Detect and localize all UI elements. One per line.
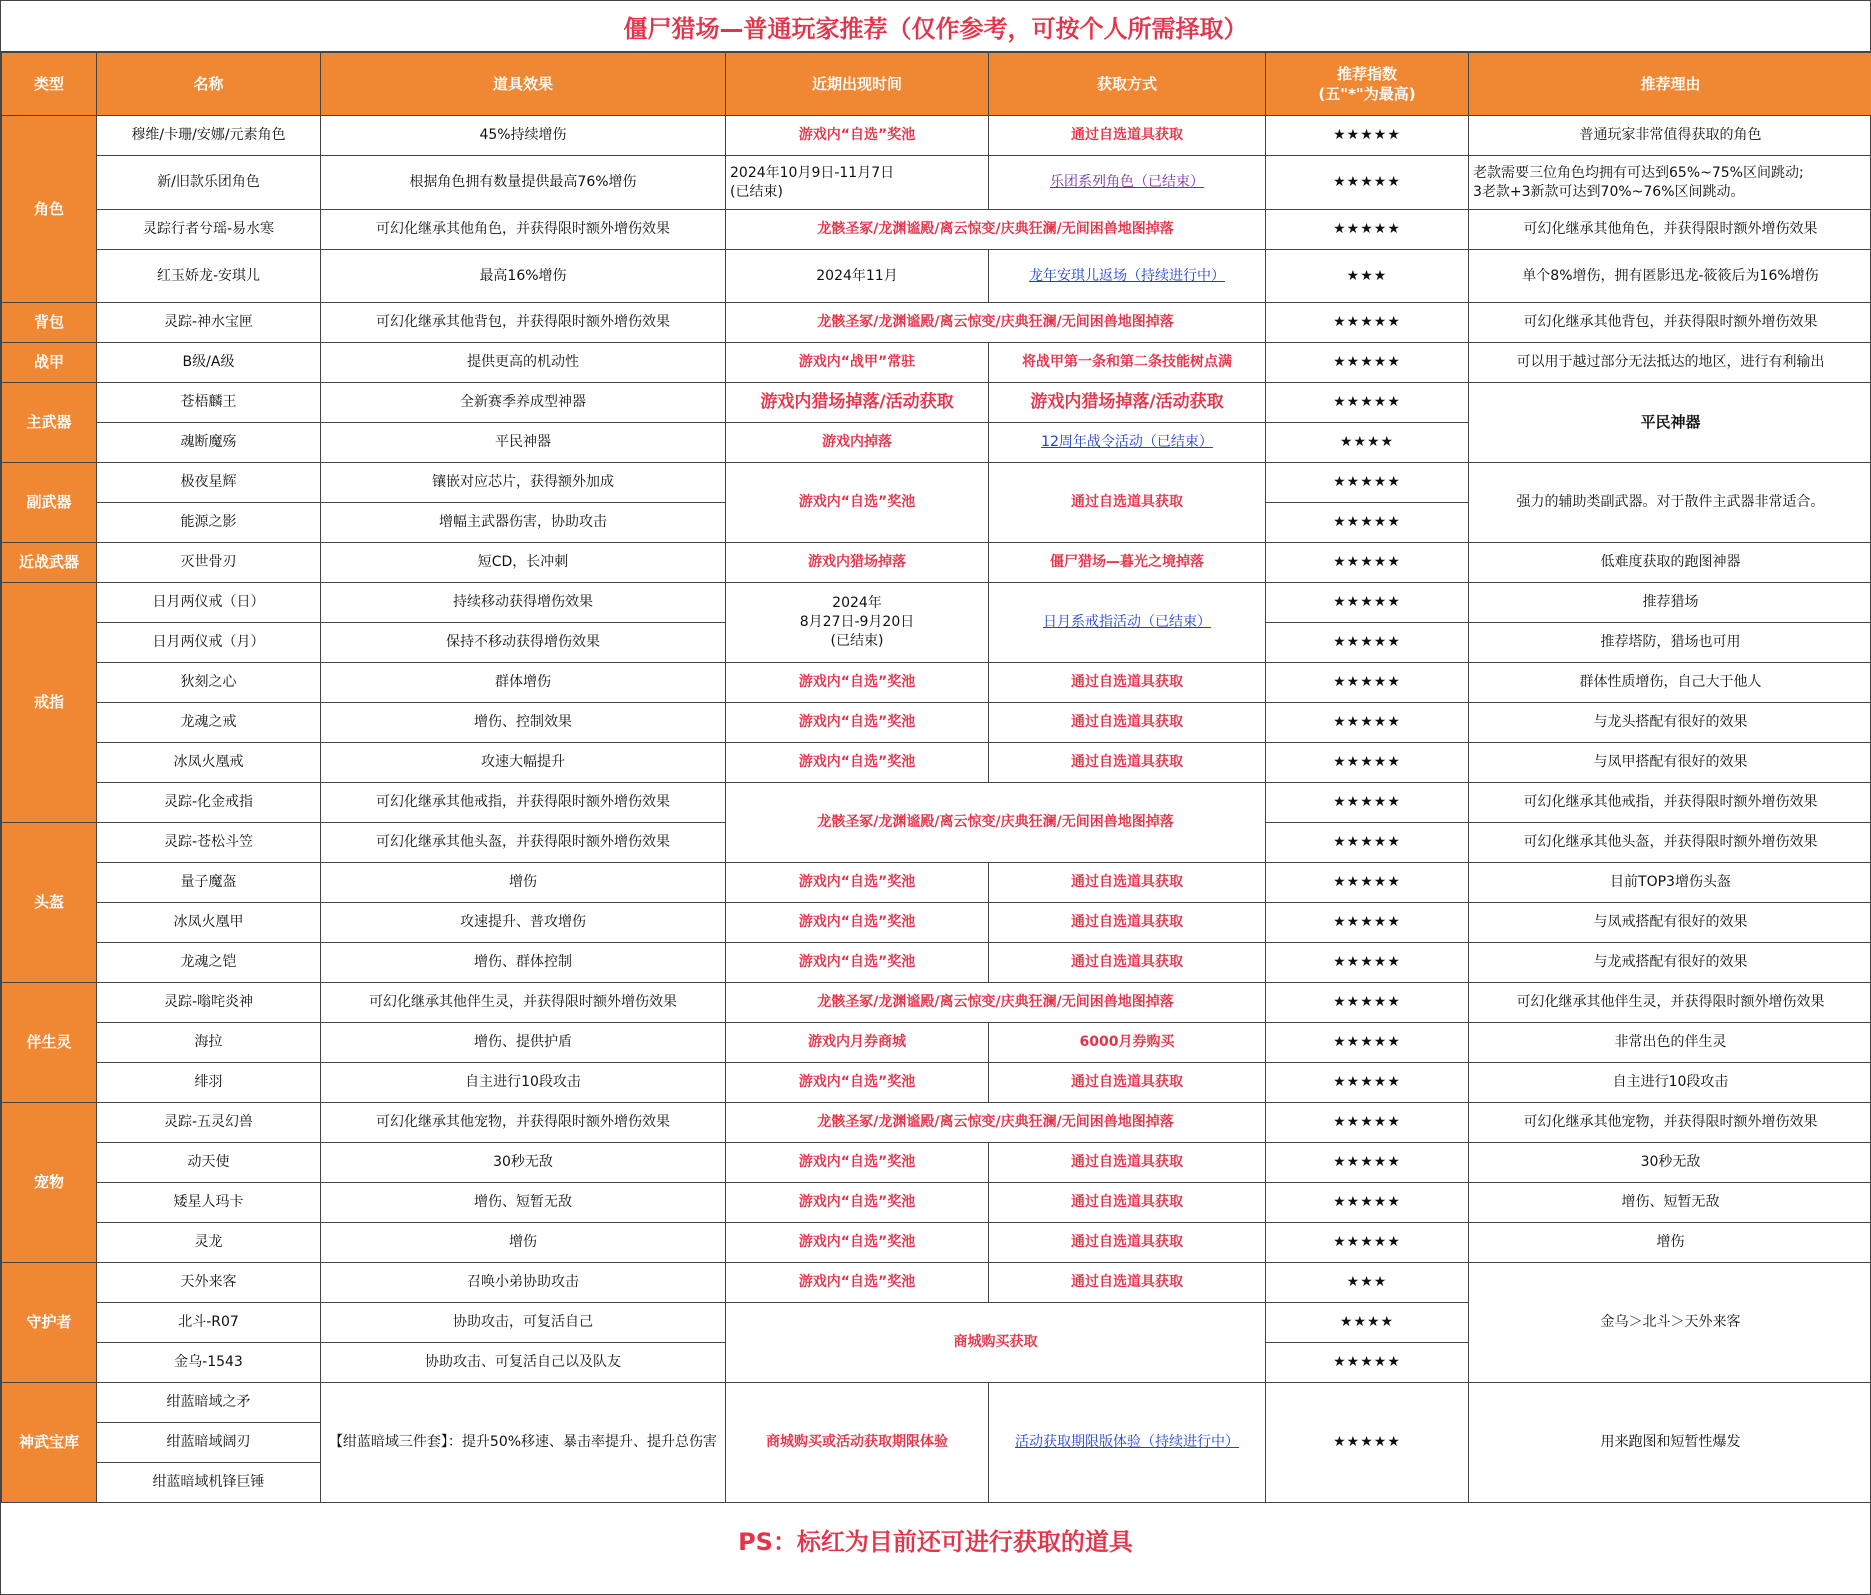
item-name: 北斗-R07 (97, 1303, 321, 1343)
item-effect: 最高16%增伤 (321, 250, 726, 303)
item-effect: 增伤、提供护盾 (321, 1023, 726, 1063)
item-effect: 【绀蓝暗域三件套】：提升50%移速、暴击率提升、提升总伤害 (321, 1383, 726, 1503)
item-recent (726, 583, 989, 663)
table-row (2, 303, 1871, 343)
item-reason: 可幻化继承其他角色，并获得限时额外增伤效果 (1469, 210, 1871, 250)
item-recent: 游戏内“自选”奖池 (726, 1223, 989, 1263)
category-cell: 战甲 (2, 343, 97, 383)
item-source: 通过自选道具获取 (989, 116, 1266, 156)
item-rating: ★★★★★ (1266, 583, 1469, 623)
item-source: 通过自选道具获取 (989, 1143, 1266, 1183)
col-header-source: 获取方式 (989, 53, 1266, 116)
item-source[interactable] (989, 156, 1266, 210)
item-rating: ★★★★★ (1266, 343, 1469, 383)
item-name: 灵龙 (97, 1223, 321, 1263)
item-effect: 攻速大幅提升 (321, 743, 726, 783)
item-recent: 游戏内“自选”奖池 (726, 863, 989, 903)
item-reason: 可幻化继承其他伴生灵，并获得限时额外增伤效果 (1469, 983, 1871, 1023)
table-row (2, 210, 1871, 250)
table-row (2, 1183, 1871, 1223)
item-rating: ★★★★★ (1266, 1223, 1469, 1263)
item-rating: ★★★★★ (1266, 1343, 1469, 1383)
item-reason: 增伤 (1469, 1223, 1871, 1263)
category-cell: 宠物 (2, 1103, 97, 1263)
table-row (2, 116, 1871, 156)
item-effect: 协助攻击、可复活自己以及队友 (321, 1343, 726, 1383)
col-header-reason: 推荐理由 (1469, 53, 1871, 116)
category-cell: 背包 (2, 303, 97, 343)
item-reason: 普通玩家非常值得获取的角色 (1469, 116, 1871, 156)
item-effect: 增伤、群体控制 (321, 943, 726, 983)
item-rating: ★★★★★ (1266, 543, 1469, 583)
item-effect: 增伤 (321, 863, 726, 903)
item-recent: 游戏内“自选”奖池 (726, 116, 989, 156)
item-recent: 游戏内月券商城 (726, 1023, 989, 1063)
category-cell: 近战武器 (2, 543, 97, 583)
item-name: 日月两仪戒（日） (97, 583, 321, 623)
item-source[interactable] (989, 250, 1266, 303)
item-source: 6000月券购买 (989, 1023, 1266, 1063)
item-rating: ★★★★★ (1266, 116, 1469, 156)
item-source: 通过自选道具获取 (989, 743, 1266, 783)
category-cell: 神武宝库 (2, 1383, 97, 1503)
item-rating: ★★★★★ (1266, 623, 1469, 663)
item-rating: ★★★★★ (1266, 156, 1469, 210)
item-rating: ★★★★★ (1266, 863, 1469, 903)
recent-year: 2024年 (832, 595, 882, 612)
item-recent-source: 商城购买获取 (726, 1303, 1266, 1383)
item-name: 海拉 (97, 1023, 321, 1063)
table-row (2, 543, 1871, 583)
table-row (2, 743, 1871, 783)
item-name: 龙魂之戒 (97, 703, 321, 743)
category-cell: 伴生灵 (2, 983, 97, 1103)
item-source: 通过自选道具获取 (989, 463, 1266, 543)
item-recent-source: 龙骸圣冢/龙渊谧殿/离云惊变/庆典狂澜/无间困兽地图掉落 (726, 1103, 1266, 1143)
item-recent: 游戏内“自选”奖池 (726, 1063, 989, 1103)
item-effect: 30秒无敌 (321, 1143, 726, 1183)
item-rating: ★★★★★ (1266, 210, 1469, 250)
footer-note: PS：标红为目前还可进行获取的道具 (738, 1528, 1133, 1556)
item-name: 能源之影 (97, 503, 321, 543)
item-recent: 游戏内“自选”奖池 (726, 663, 989, 703)
item-name: 绀蓝暗域之矛 (97, 1383, 321, 1423)
item-rating: ★★★★★ (1266, 383, 1469, 423)
item-name: 金乌-1543 (97, 1343, 321, 1383)
item-name: 灵踪-神水宝匣 (97, 303, 321, 343)
item-effect: 保持不移动获得增伤效果 (321, 623, 726, 663)
item-recent: 游戏内“自选”奖池 (726, 1263, 989, 1303)
item-effect: 召唤小弟协助攻击 (321, 1263, 726, 1303)
item-reason: 推荐塔防，猎场也可用 (1469, 623, 1871, 663)
item-name: 苍梧麟王 (97, 383, 321, 423)
item-effect: 可幻化继承其他头盔，并获得限时额外增伤效果 (321, 823, 726, 863)
item-name: 魂断魔殇 (97, 423, 321, 463)
item-effect: 根据角色拥有数量提供最高76%增伤 (321, 156, 726, 210)
table-row (2, 463, 1871, 503)
table-row (2, 1063, 1871, 1103)
item-name: 灵踪-苍松斗笠 (97, 823, 321, 863)
item-reason: 增伤、短暂无敌 (1469, 1183, 1871, 1223)
item-recent: 游戏内“自选”奖池 (726, 703, 989, 743)
item-effect: 增伤 (321, 1223, 726, 1263)
item-recent: 游戏内掉落 (726, 423, 989, 463)
item-effect: 增幅主武器伤害，协助攻击 (321, 503, 726, 543)
item-reason: 用来跑图和短暂性爆发 (1469, 1383, 1871, 1503)
item-effect: 45%持续增伤 (321, 116, 726, 156)
table-row (2, 1023, 1871, 1063)
item-rating: ★★★★★ (1266, 783, 1469, 823)
item-source: 通过自选道具获取 (989, 663, 1266, 703)
item-name: 绯羽 (97, 1063, 321, 1103)
item-effect: 可幻化继承其他戒指，并获得限时额外增伤效果 (321, 783, 726, 823)
item-source: 游戏内猎场掉落/活动获取 (989, 383, 1266, 423)
item-rating: ★★★★★ (1266, 943, 1469, 983)
event-link[interactable]: 日月系戒指活动（已结束） (1043, 614, 1211, 631)
item-effect: 可幻化继承其他背包，并获得限时额外增伤效果 (321, 303, 726, 343)
category-cell: 戒指 (2, 583, 97, 823)
table-row (2, 983, 1871, 1023)
item-rating: ★★★★★ (1266, 1183, 1469, 1223)
item-rating: ★★★★★ (1266, 663, 1469, 703)
item-reason: 30秒无敌 (1469, 1143, 1871, 1183)
item-source: 将战甲第一条和第二条技能树点满 (989, 343, 1266, 383)
item-recent-source: 龙骸圣冢/龙渊谧殿/离云惊变/庆典狂澜/无间困兽地图掉落 (726, 783, 1266, 863)
table-row (2, 1223, 1871, 1263)
table-row (2, 383, 1871, 423)
event-link[interactable]: 12周年战令活动（已结束） (1041, 434, 1213, 451)
item-reason: 目前TOP3增伤头盔 (1469, 863, 1871, 903)
item-name: 极夜星辉 (97, 463, 321, 503)
table-row (2, 903, 1871, 943)
item-rating: ★★★★★ (1266, 463, 1469, 503)
item-recent: 游戏内“自选”奖池 (726, 743, 989, 783)
event-link[interactable]: 乐团系列角色（已结束） (1050, 174, 1204, 191)
item-recent-source: 龙骸圣冢/龙渊谧殿/离云惊变/庆典狂澜/无间困兽地图掉落 (726, 303, 1266, 343)
item-effect: 增伤、控制效果 (321, 703, 726, 743)
item-reason: 可幻化继承其他头盔，并获得限时额外增伤效果 (1469, 823, 1871, 863)
item-name: 新/旧款乐团角色 (97, 156, 321, 210)
reason-line2: 3老款+3新款可达到70%~76%区间跳动。 (1473, 183, 1745, 200)
category-cell: 主武器 (2, 383, 97, 463)
item-effect: 攻速提升、普攻增伤 (321, 903, 726, 943)
item-recent: 游戏内“自选”奖池 (726, 463, 989, 543)
item-effect: 可幻化继承其他角色，并获得限时额外增伤效果 (321, 210, 726, 250)
item-name: 动天使 (97, 1143, 321, 1183)
item-source: 通过自选道具获取 (989, 1183, 1266, 1223)
item-effect: 短CD，长冲刺 (321, 543, 726, 583)
item-effect: 自主进行10段攻击 (321, 1063, 726, 1103)
category-cell: 副武器 (2, 463, 97, 543)
item-recent: 2024年11月 (726, 250, 989, 303)
item-reason: 可幻化继承其他戒指，并获得限时额外增伤效果 (1469, 783, 1871, 823)
item-rating: ★★★★★ (1266, 1023, 1469, 1063)
item-name: 灭世骨刃 (97, 543, 321, 583)
item-recent: 游戏内“自选”奖池 (726, 903, 989, 943)
rating-header-line2: (五"*"为最高) (1318, 85, 1416, 103)
item-source[interactable] (989, 1383, 1266, 1503)
item-name: 穆维/卡珊/安娜/元素角色 (97, 116, 321, 156)
table-row (2, 943, 1871, 983)
table-row (2, 783, 1871, 823)
item-effect: 全新赛季养成型神器 (321, 383, 726, 423)
col-header-type: 类型 (2, 53, 97, 116)
item-rating: ★★★★★ (1266, 983, 1469, 1023)
item-reason: 与龙戒搭配有很好的效果 (1469, 943, 1871, 983)
table-row (2, 663, 1871, 703)
item-recent: 游戏内“自选”奖池 (726, 1143, 989, 1183)
event-link[interactable]: 龙年安琪儿返场（持续进行中） (1029, 267, 1225, 284)
item-name: 冰凤火凰戒 (97, 743, 321, 783)
item-rating: ★★★★★ (1266, 1063, 1469, 1103)
item-name: 绀蓝暗域阔刃 (97, 1423, 321, 1463)
item-source: 僵尸猎场—暮光之境掉落 (989, 543, 1266, 583)
item-table (1, 52, 1871, 1503)
category-cell: 角色 (2, 116, 97, 303)
item-reason: 单个8%增伤，拥有匿影迅龙-筱筱后为16%增伤 (1469, 250, 1871, 303)
item-reason: 强力的辅助类副武器。对于散件主武器非常适合。 (1469, 463, 1871, 543)
item-recent: 商城购买或活动获取期限体验 (726, 1383, 989, 1503)
item-reason: 可以用于越过部分无法抵达的地区，进行有利输出 (1469, 343, 1871, 383)
item-rating: ★★★★★ (1266, 503, 1469, 543)
item-name: 矮星人玛卡 (97, 1183, 321, 1223)
item-source[interactable] (989, 423, 1266, 463)
item-recent-source: 龙骸圣冢/龙渊谧殿/离云惊变/庆典狂澜/无间困兽地图掉落 (726, 983, 1266, 1023)
item-source: 通过自选道具获取 (989, 1263, 1266, 1303)
item-rating: ★★★★★ (1266, 1383, 1469, 1503)
item-reason: 群体性质增伤，自己大于他人 (1469, 663, 1871, 703)
item-reason: 推荐猎场 (1469, 583, 1871, 623)
item-effect: 提供更高的机动性 (321, 343, 726, 383)
item-rating: ★★★ (1266, 250, 1469, 303)
item-name: 灵踪行者兮瑶-易水寒 (97, 210, 321, 250)
item-source: 通过自选道具获取 (989, 943, 1266, 983)
table-row (2, 1263, 1871, 1303)
item-recent: 游戏内猎场掉落 (726, 543, 989, 583)
table-row (2, 863, 1871, 903)
item-source: 通过自选道具获取 (989, 903, 1266, 943)
item-effect: 持续移动获得增伤效果 (321, 583, 726, 623)
item-effect: 平民神器 (321, 423, 726, 463)
item-name: 量子魔盔 (97, 863, 321, 903)
item-source: 通过自选道具获取 (989, 1223, 1266, 1263)
item-rating: ★★★★★ (1266, 703, 1469, 743)
item-effect: 镶嵌对应芯片，获得额外加成 (321, 463, 726, 503)
item-rating: ★★★★★ (1266, 823, 1469, 863)
item-reason: 平民神器 (1469, 383, 1871, 463)
reason-line1: 老款需要三位角色均拥有可达到65%~75%区间跳动; (1473, 164, 1804, 181)
table-row (2, 1103, 1871, 1143)
item-recent (726, 156, 989, 210)
item-source: 通过自选道具获取 (989, 1063, 1266, 1103)
item-name: 龙魂之铠 (97, 943, 321, 983)
item-rating: ★★★★★ (1266, 743, 1469, 783)
item-rating: ★★★★ (1266, 423, 1469, 463)
table-row (2, 1143, 1871, 1183)
item-rating: ★★★★★ (1266, 303, 1469, 343)
item-reason: 可幻化继承其他宠物，并获得限时额外增伤效果 (1469, 1103, 1871, 1143)
rating-header-line1: 推荐指数 (1336, 64, 1397, 83)
item-name: 冰凤火凰甲 (97, 903, 321, 943)
item-name: 灵踪-化金戒指 (97, 783, 321, 823)
item-source[interactable] (989, 583, 1266, 663)
item-recent: 游戏内“战甲”常驻 (726, 343, 989, 383)
item-rating: ★★★ (1266, 1263, 1469, 1303)
item-name: 灵踪-嗡咤炎神 (97, 983, 321, 1023)
item-source: 通过自选道具获取 (989, 703, 1266, 743)
col-header-effect: 道具效果 (321, 53, 726, 116)
item-name: 狄刻之心 (97, 663, 321, 703)
table-row (2, 583, 1871, 623)
item-rating: ★★★★★ (1266, 1103, 1469, 1143)
sheet-title: 僵尸猎场—普通玩家推荐（仅作参考，可按个人所需择取） (1, 1, 1870, 52)
item-reason: 可幻化继承其他背包，并获得限时额外增伤效果 (1469, 303, 1871, 343)
item-name: 天外来客 (97, 1263, 321, 1303)
item-rating: ★★★★★ (1266, 903, 1469, 943)
table-row (2, 703, 1871, 743)
item-name: B级/A级 (97, 343, 321, 383)
recent-status: (已结束) (730, 183, 783, 200)
item-rating: ★★★★★ (1266, 1143, 1469, 1183)
item-recent: 游戏内“自选”奖池 (726, 1183, 989, 1223)
item-reason: 低难度获取的跑图神器 (1469, 543, 1871, 583)
table-row (2, 250, 1871, 303)
item-name: 绀蓝暗域机锋巨锤 (97, 1463, 321, 1503)
item-recent: 游戏内“自选”奖池 (726, 943, 989, 983)
item-name: 日月两仪戒（月） (97, 623, 321, 663)
item-reason: 非常出色的伴生灵 (1469, 1023, 1871, 1063)
col-header-recent: 近期出现时间 (726, 53, 989, 116)
category-cell: 头盔 (2, 823, 97, 983)
header-row (2, 53, 1871, 116)
table-row (2, 1383, 1871, 1423)
item-reason: 与凤甲搭配有很好的效果 (1469, 743, 1871, 783)
item-effect: 可幻化继承其他伴生灵，并获得限时额外增伤效果 (321, 983, 726, 1023)
category-cell: 守护者 (2, 1263, 97, 1383)
recent-date: 2024年10月9日-11月7日 (730, 164, 895, 181)
item-effect: 群体增伤 (321, 663, 726, 703)
col-header-name: 名称 (97, 53, 321, 116)
item-reason: 与凤戒搭配有很好的效果 (1469, 903, 1871, 943)
recent-date: 8月27日-9月20日 (799, 614, 915, 631)
item-recent: 游戏内猎场掉落/活动获取 (726, 383, 989, 423)
item-name: 灵踪-五灵幻兽 (97, 1103, 321, 1143)
item-reason (1469, 156, 1871, 210)
item-recent-source: 龙骸圣冢/龙渊谧殿/离云惊变/庆典狂澜/无间困兽地图掉落 (726, 210, 1266, 250)
col-header-rating (1266, 53, 1469, 116)
recent-status: (已结束) (830, 632, 884, 649)
table-row (2, 343, 1871, 383)
item-effect: 增伤、短暂无敌 (321, 1183, 726, 1223)
table-row (2, 156, 1871, 210)
item-reason: 自主进行10段攻击 (1469, 1063, 1871, 1103)
item-rating: ★★★★ (1266, 1303, 1469, 1343)
item-source: 通过自选道具获取 (989, 863, 1266, 903)
item-effect: 协助攻击，可复活自己 (321, 1303, 726, 1343)
item-reason: 金乌＞北斗＞天外来客 (1469, 1263, 1871, 1383)
event-link[interactable]: 活动获取期限版体验（持续进行中） (1015, 1434, 1239, 1451)
item-effect: 可幻化继承其他宠物，并获得限时额外增伤效果 (321, 1103, 726, 1143)
item-reason: 与龙头搭配有很好的效果 (1469, 703, 1871, 743)
item-name: 红玉娇龙-安琪儿 (97, 250, 321, 303)
